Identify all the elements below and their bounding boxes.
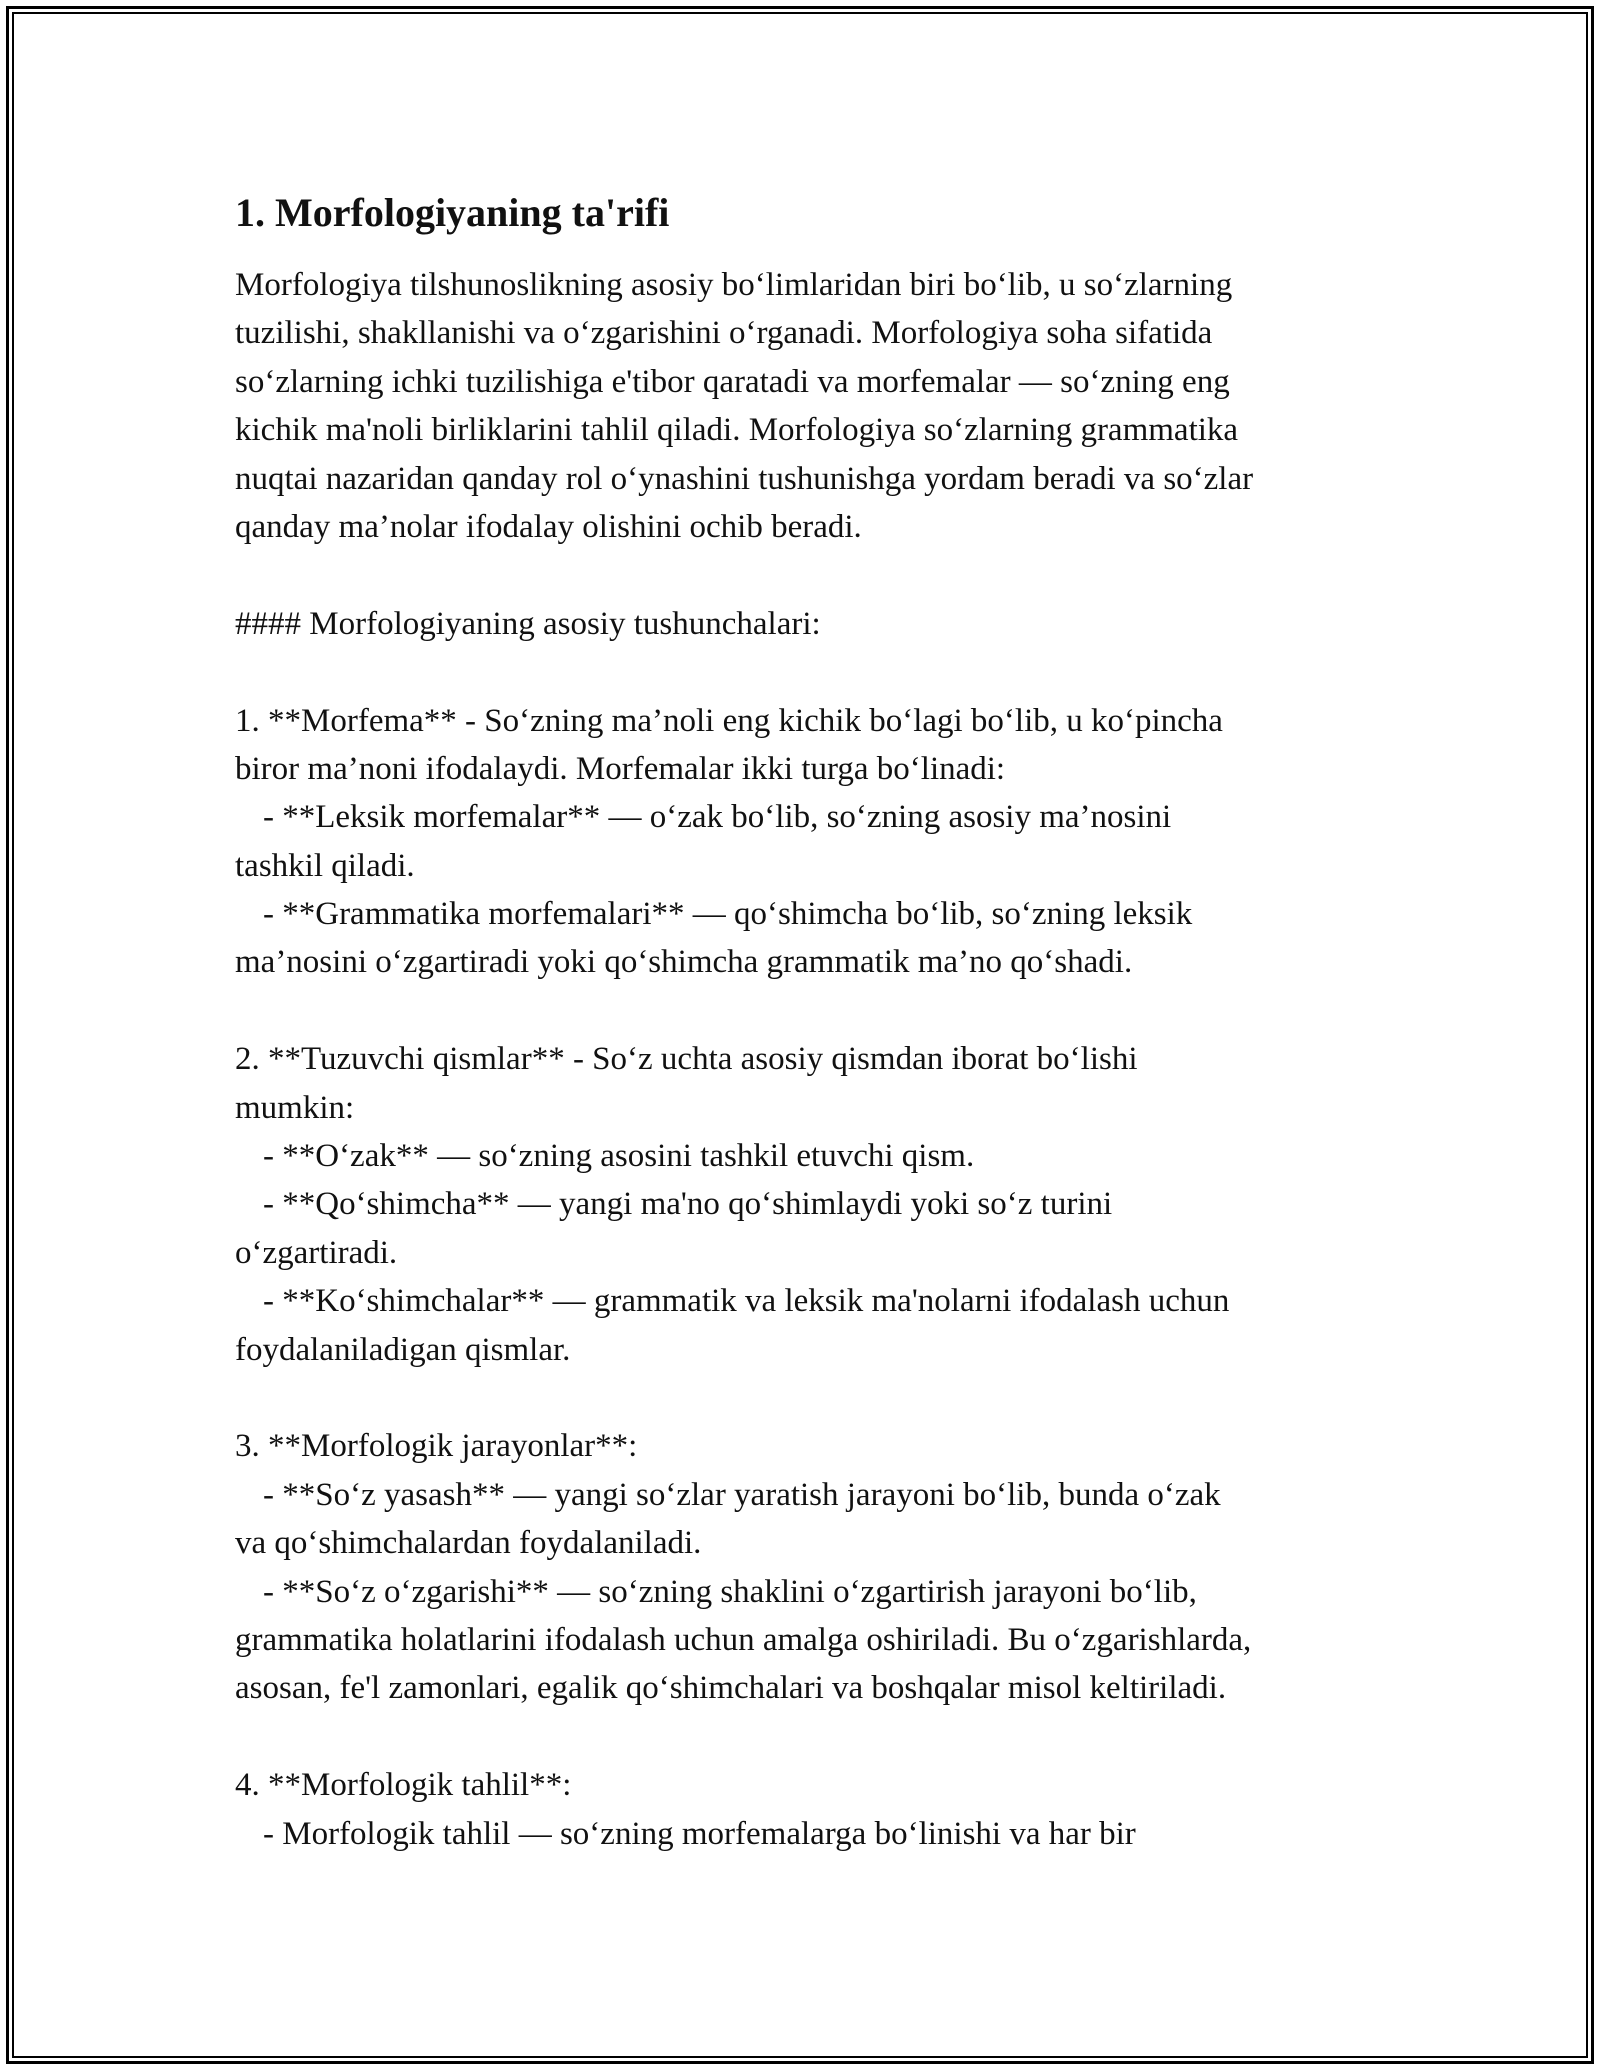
- list-line: grammatika holatlarini ifodalash uchun amalga oshiriladi. Bu o‘zgarishlarda,: [235, 1621, 1252, 1658]
- list-line: va qo‘shimchalardan foydalaniladi.: [235, 1525, 702, 1562]
- list-item: [235, 1761, 1375, 1858]
- list-item: [235, 1035, 1375, 1374]
- sub-list-line: - **Leksik morfemalar** — o‘zak bo‘lib, so‘zning asosiy ma’nosini: [263, 799, 1172, 836]
- section-heading: 1. Morfologiyaning ta'rifi: [235, 190, 670, 235]
- subheading: #### Morfologiyaning asosiy tushunchalari:: [235, 605, 821, 642]
- blank-line: [235, 1374, 1375, 1422]
- sub-list-line: - **Qo‘shimcha** — yangi ma'no qo‘shimlaydi yoki so‘z turini: [263, 1186, 1113, 1223]
- blank-line: [235, 648, 1375, 696]
- list-item: [235, 1422, 1375, 1712]
- paragraph-line: tuzilishi, shakllanishi va o‘zgarishini o‘rganadi. Morfologiya soha sifatida: [235, 315, 1213, 352]
- blank-line: [235, 551, 1375, 599]
- intro-paragraph: [235, 261, 1375, 551]
- sub-list-line: - **Ko‘shimchalar** — grammatik va leksik ma'nolarni ifodalash uchun: [263, 1283, 1230, 1320]
- sub-list-line: - Morfologik tahlil — so‘zning morfemalarga bo‘linishi va har bir: [263, 1815, 1136, 1852]
- list-line: biror ma’noni ifodalaydi. Morfemalar ikki turga bo‘linadi:: [235, 750, 1006, 787]
- concepts-list: [235, 648, 1375, 1858]
- sub-list-line: - **O‘zak** — so‘zning asosini tashkil etuvchi qism.: [263, 1138, 975, 1175]
- blank-line: [235, 1713, 1375, 1761]
- paragraph-line: Morfologiya tilshunoslikning asosiy bo‘limlaridan biri bo‘lib, u so‘zlarning: [235, 267, 1233, 303]
- list-line: 2. **Tuzuvchi qismlar** - So‘z uchta asosiy qismdan iborat bo‘lishi: [235, 1041, 1138, 1078]
- paragraph-line: qanday ma’nolar ifodalay olishini ochib beradi.: [235, 508, 862, 545]
- paragraph-line: kichik ma'noli birliklarini tahlil qiladi. Morfologiya so‘zlarning grammatika: [235, 412, 1239, 449]
- list-line: o‘zgartiradi.: [235, 1234, 398, 1271]
- list-line: mumkin:: [235, 1089, 355, 1126]
- list-line: tashkil qiladi.: [235, 847, 415, 884]
- paragraph-line: so‘zlarning ichki tuzilishiga e'tibor qaratadi va morfemalar — so‘zning eng: [235, 363, 1230, 400]
- list-line: ma’nosini o‘zgartiradi yoki qo‘shimcha grammatik ma’no qo‘shadi.: [235, 944, 1133, 981]
- list-line: asosan, fe'l zamonlari, egalik qo‘shimchalari va boshqalar misol keltiriladi.: [235, 1670, 1227, 1707]
- sub-list-line: - **So‘z yasash** — yangi so‘zlar yaratish jarayoni bo‘lib, bunda o‘zak: [263, 1476, 1221, 1513]
- sub-list-line: - **So‘z o‘zgarishi** — so‘zning shaklini o‘zgartirish jarayoni bo‘lib,: [263, 1573, 1197, 1610]
- blank-line: [235, 987, 1375, 1035]
- sub-list-line: - **Grammatika morfemalari** — qo‘shimcha bo‘lib, so‘zning leksik: [263, 896, 1193, 933]
- paragraph-line: nuqtai nazaridan qanday rol o‘ynashini tushunishga yordam beradi va so‘zlar: [235, 460, 1254, 497]
- document-body: [235, 185, 1375, 1858]
- list-line: 4. **Morfologik tahlil**:: [235, 1767, 572, 1804]
- list-item: [235, 697, 1375, 987]
- list-line: 1. **Morfema** - So‘zning ma’noli eng kichik bo‘lagi bo‘lib, u ko‘pincha: [235, 702, 1223, 739]
- list-line: 3. **Morfologik jarayonlar**:: [235, 1428, 638, 1465]
- list-line: foydalaniladigan qismlar.: [235, 1331, 571, 1368]
